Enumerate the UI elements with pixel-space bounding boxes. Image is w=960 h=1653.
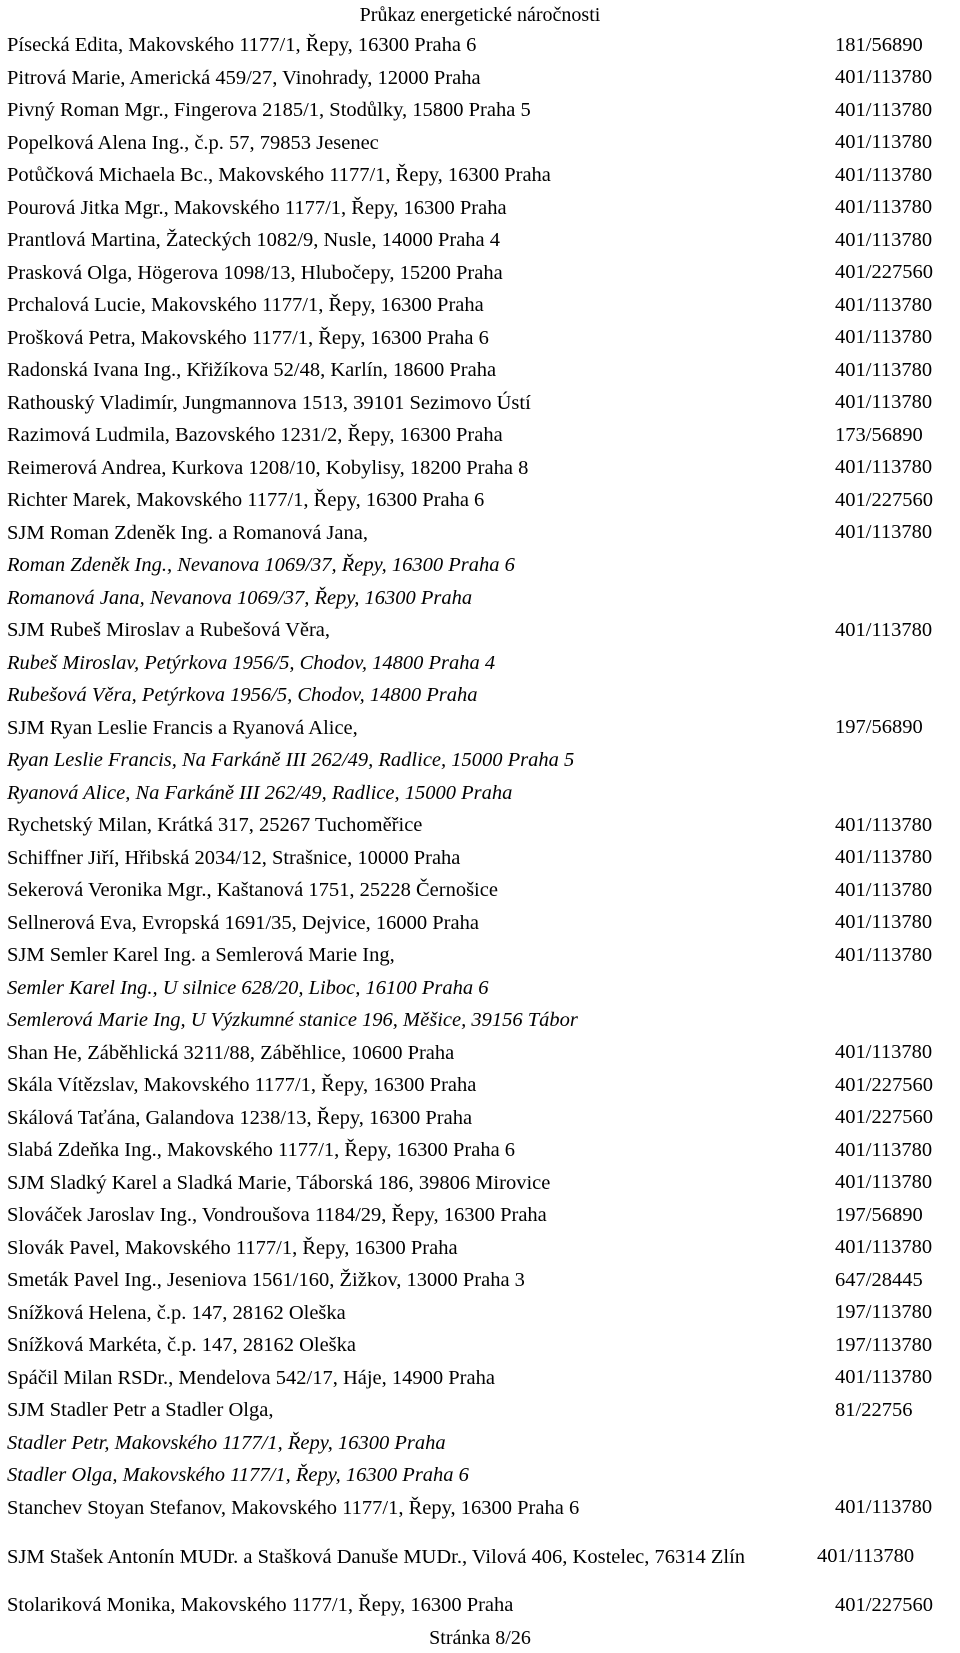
- owner-row: [7, 387, 960, 420]
- share-code: 173/56890: [835, 423, 923, 446]
- document-title: Průkaz energetické náročnosti: [359, 4, 601, 26]
- owner-name-address: Richter Marek, Makovského 1177/1, Řepy, 16300 Praha 6: [7, 489, 485, 512]
- share-code: 401/113780: [835, 66, 933, 89]
- owner-row: [7, 159, 960, 192]
- page-number: Stránka 8/26: [429, 1627, 531, 1649]
- share-code: 401/113780: [835, 163, 933, 186]
- owner-row: [7, 842, 960, 875]
- share-code: 401/113780: [835, 1496, 933, 1519]
- share-code: 401/113780: [835, 358, 933, 381]
- owner-name-address: Pourová Jitka Mgr., Makovského 1177/1, Řepy, 16300 Praha: [7, 196, 507, 219]
- page-header: [0, 0, 960, 30]
- owner-sub-row: [7, 777, 960, 810]
- owner-list: [7, 29, 960, 1622]
- owner-sub-row: [7, 647, 960, 680]
- owner-sub-row: [7, 1459, 960, 1492]
- owner-row: [7, 94, 960, 127]
- owner-name-address: SJM Stašek Antonín MUDr. a Stašková Danuše MUDr., Vilová 406, Kostelec, 76314 Zlín: [7, 1545, 746, 1568]
- owner-name-address: SJM Ryan Leslie Francis a Ryanová Alice,: [7, 716, 358, 739]
- share-code: 197/113780: [835, 1301, 933, 1324]
- share-code: 181/56890: [835, 33, 923, 56]
- owner-row: [7, 1069, 960, 1102]
- owner-sub-row: [7, 744, 960, 777]
- share-code: 401/227560: [835, 1106, 933, 1129]
- owner-row: [7, 907, 960, 940]
- owner-row: [7, 517, 960, 550]
- share-code: 401/113780: [835, 196, 933, 219]
- share-code: 401/113780: [835, 1138, 933, 1161]
- owner-name-address: Radonská Ivana Ing., Křižíkova 52/48, Karlín, 18600 Praha: [7, 359, 497, 382]
- share-code: 401/227560: [835, 261, 933, 284]
- owner-name-address: Roman Zdeněk Ing., Nevanova 1069/37, Řepy, 16300 Praha 6: [7, 554, 515, 577]
- owner-name-address: Rathouský Vladimír, Jungmannova 1513, 39101 Sezimovo Ústí: [7, 391, 531, 414]
- owner-name-address: Slabá Zdeňka Ing., Makovského 1177/1, Řepy, 16300 Praha 6: [7, 1139, 516, 1162]
- owner-sub-row: [7, 679, 960, 712]
- owner-row: [7, 354, 960, 387]
- owner-name-address: SJM Stadler Petr a Stadler Olga,: [7, 1399, 274, 1422]
- owner-row: [7, 62, 960, 95]
- owner-row: [7, 419, 960, 452]
- owner-row: [7, 127, 960, 160]
- owner-name-address: Razimová Ludmila, Bazovského 1231/2, Řepy, 16300 Praha: [7, 424, 503, 447]
- owner-name-address: Rychetský Milan, Krátká 317, 25267 Tuchoměřice: [7, 814, 423, 837]
- owner-name-address: Potůčková Michaela Bc., Makovského 1177/1, Řepy, 16300 Praha: [7, 164, 551, 187]
- owner-row: [7, 1524, 960, 1589]
- owner-name-address: Prantlová Martina, Žateckých 1082/9, Nusle, 14000 Praha 4: [7, 229, 501, 252]
- share-code: 197/113780: [835, 1333, 933, 1356]
- owner-row: [7, 1264, 960, 1297]
- owner-row: [7, 1589, 960, 1622]
- share-code: 647/28445: [835, 1268, 923, 1291]
- share-code: 401/113780: [835, 228, 933, 251]
- owner-row: [7, 1134, 960, 1167]
- owner-row: [7, 484, 960, 517]
- share-code: 401/227560: [835, 1593, 933, 1616]
- owner-name-address: Snížková Helena, č.p. 147, 28162 Oleška: [7, 1301, 346, 1324]
- owner-name-address: Smeták Pavel Ing., Jeseniova 1561/160, Žižkov, 13000 Praha 3: [7, 1269, 525, 1292]
- share-code: 401/113780: [817, 1545, 915, 1567]
- owner-sub-row: [7, 549, 960, 582]
- owner-row: [7, 29, 960, 62]
- owner-row: [7, 452, 960, 485]
- owner-row: [7, 614, 960, 647]
- owner-name-address: Stadler Petr, Makovského 1177/1, Řepy, 16300 Praha: [7, 1431, 446, 1454]
- owner-row: [7, 322, 960, 355]
- owner-name-address: Snížková Markéta, č.p. 147, 28162 Oleška: [7, 1334, 356, 1357]
- owner-name-address: SJM Rubeš Miroslav a Rubešová Věra,: [7, 619, 331, 642]
- share-code: 401/113780: [835, 521, 933, 544]
- owner-name-address: Stolariková Monika, Makovského 1177/1, Řepy, 16300 Praha: [7, 1594, 514, 1617]
- owner-row: [7, 809, 960, 842]
- owner-row: [7, 874, 960, 907]
- owner-name-address: Sellnerová Eva, Evropská 1691/35, Dejvice, 16000 Praha: [7, 911, 479, 934]
- owner-name-address: Pivný Roman Mgr., Fingerova 2185/1, Stodůlky, 15800 Praha 5: [7, 99, 531, 122]
- owner-name-address: Stanchev Stoyan Stefanov, Makovského 1177/1, Řepy, 16300 Praha 6: [7, 1496, 580, 1519]
- owner-name-address: Rubešová Věra, Petýrkova 1956/5, Chodov, 14800 Praha: [7, 684, 478, 707]
- owner-name-address: Stadler Olga, Makovského 1177/1, Řepy, 16300 Praha 6: [7, 1464, 469, 1487]
- owner-name-address: Romanová Jana, Nevanova 1069/37, Řepy, 16300 Praha: [7, 586, 473, 609]
- owner-name-address: Skálová Taťána, Galandova 1238/13, Řepy, 16300 Praha: [7, 1106, 473, 1129]
- share-code: 401/113780: [835, 131, 933, 154]
- page-footer: [0, 1623, 960, 1653]
- owner-name-address: Semlerová Marie Ing, U Výzkumné stanice 196, Měšice, 39156 Tábor: [7, 1009, 578, 1032]
- owner-name-address: Prošková Petra, Makovského 1177/1, Řepy, 16300 Praha 6: [7, 326, 489, 349]
- owner-row: [7, 192, 960, 225]
- owner-row: [7, 712, 960, 745]
- share-code: 401/227560: [835, 1073, 933, 1096]
- share-code: 81/22756: [835, 1398, 913, 1421]
- share-code: 401/227560: [835, 488, 933, 511]
- owner-row: [7, 224, 960, 257]
- share-code: 401/113780: [835, 943, 933, 966]
- owner-name-address: Popelková Alena Ing., č.p. 57, 79853 Jesenec: [7, 131, 379, 154]
- owner-row: [7, 1232, 960, 1265]
- share-code: 401/113780: [835, 911, 933, 934]
- owner-row: [7, 1394, 960, 1427]
- share-code: 401/113780: [835, 846, 933, 869]
- share-code: 197/56890: [835, 1203, 923, 1226]
- owner-name-address: Slovák Pavel, Makovského 1177/1, Řepy, 16300 Praha: [7, 1236, 458, 1259]
- share-code: 401/113780: [835, 813, 933, 836]
- share-code: 401/113780: [835, 1041, 933, 1064]
- share-code: 401/113780: [835, 293, 933, 316]
- owner-name-address: Slováček Jaroslav Ing., Vondroušova 1184/29, Řepy, 16300 Praha: [7, 1204, 547, 1227]
- owner-row: [7, 289, 960, 322]
- owner-name-address: SJM Semler Karel Ing. a Semlerová Marie Ing,: [7, 944, 395, 967]
- owner-row: [7, 1167, 960, 1200]
- owner-row: [7, 257, 960, 290]
- share-code: 401/113780: [835, 326, 933, 349]
- owner-name-address: SJM Roman Zdeněk Ing. a Romanová Jana,: [7, 521, 368, 544]
- owner-row: [7, 1492, 960, 1525]
- share-code: 401/113780: [835, 1171, 933, 1194]
- owner-sub-row: [7, 1427, 960, 1460]
- owner-name-address: Písecká Edita, Makovského 1177/1, Řepy, 16300 Praha 6: [7, 34, 477, 57]
- owner-name-address: Rubeš Miroslav, Petýrkova 1956/5, Chodov, 14800 Praha 4: [7, 651, 496, 674]
- owner-row: [7, 1199, 960, 1232]
- owner-row: [7, 1037, 960, 1070]
- owner-name-address: SJM Sladký Karel a Sladká Marie, Táborská 186, 39806 Mirovice: [7, 1171, 551, 1194]
- owner-name-address: Reimerová Andrea, Kurkova 1208/10, Kobylisy, 18200 Praha 8: [7, 456, 529, 479]
- owner-row: [7, 1362, 960, 1395]
- share-code: 401/113780: [835, 391, 933, 414]
- owner-name-address: Ryan Leslie Francis, Na Farkáně III 262/49, Radlice, 15000 Praha 5: [7, 749, 575, 772]
- share-code: 401/113780: [835, 456, 933, 479]
- share-code: 197/56890: [835, 716, 923, 739]
- owner-name-address: Prchalová Lucie, Makovského 1177/1, Řepy, 16300 Praha: [7, 294, 484, 317]
- owner-name-address: Schiffner Jiří, Hřibská 2034/12, Strašnice, 10000 Praha: [7, 846, 461, 869]
- share-code: 401/113780: [835, 1366, 933, 1389]
- share-code: 401/113780: [835, 1236, 933, 1259]
- owner-sub-row: [7, 972, 960, 1005]
- owner-name-address: Pitrová Marie, Americká 459/27, Vinohrady, 12000 Praha: [7, 66, 481, 89]
- owner-sub-row: [7, 1004, 960, 1037]
- owner-name-address: Shan He, Záběhlická 3211/88, Záběhlice, 10600 Praha: [7, 1041, 455, 1064]
- owner-name-address: Prasková Olga, Högerova 1098/13, Hlubočepy, 15200 Praha: [7, 261, 503, 284]
- owner-name-address: Ryanová Alice, Na Farkáně III 262/49, Radlice, 15000 Praha: [7, 781, 513, 804]
- owner-name-address: Semler Karel Ing., U silnice 628/20, Liboc, 16100 Praha 6: [7, 976, 489, 999]
- owner-row: [7, 1329, 960, 1362]
- share-code: 401/113780: [835, 878, 933, 901]
- owner-sub-row: [7, 582, 960, 615]
- owner-row: [7, 939, 960, 972]
- share-code: 401/113780: [835, 98, 933, 121]
- owner-name-address: Spáčil Milan RSDr., Mendelova 542/17, Háje, 14900 Praha: [7, 1366, 495, 1389]
- owner-row: [7, 1102, 960, 1135]
- owner-name-address: Skála Vítězslav, Makovského 1177/1, Řepy, 16300 Praha: [7, 1074, 477, 1097]
- owner-row: [7, 1297, 960, 1330]
- owner-name-address: Sekerová Veronika Mgr., Kaštanová 1751, 25228 Černošice: [7, 879, 498, 902]
- share-code: 401/113780: [835, 618, 933, 641]
